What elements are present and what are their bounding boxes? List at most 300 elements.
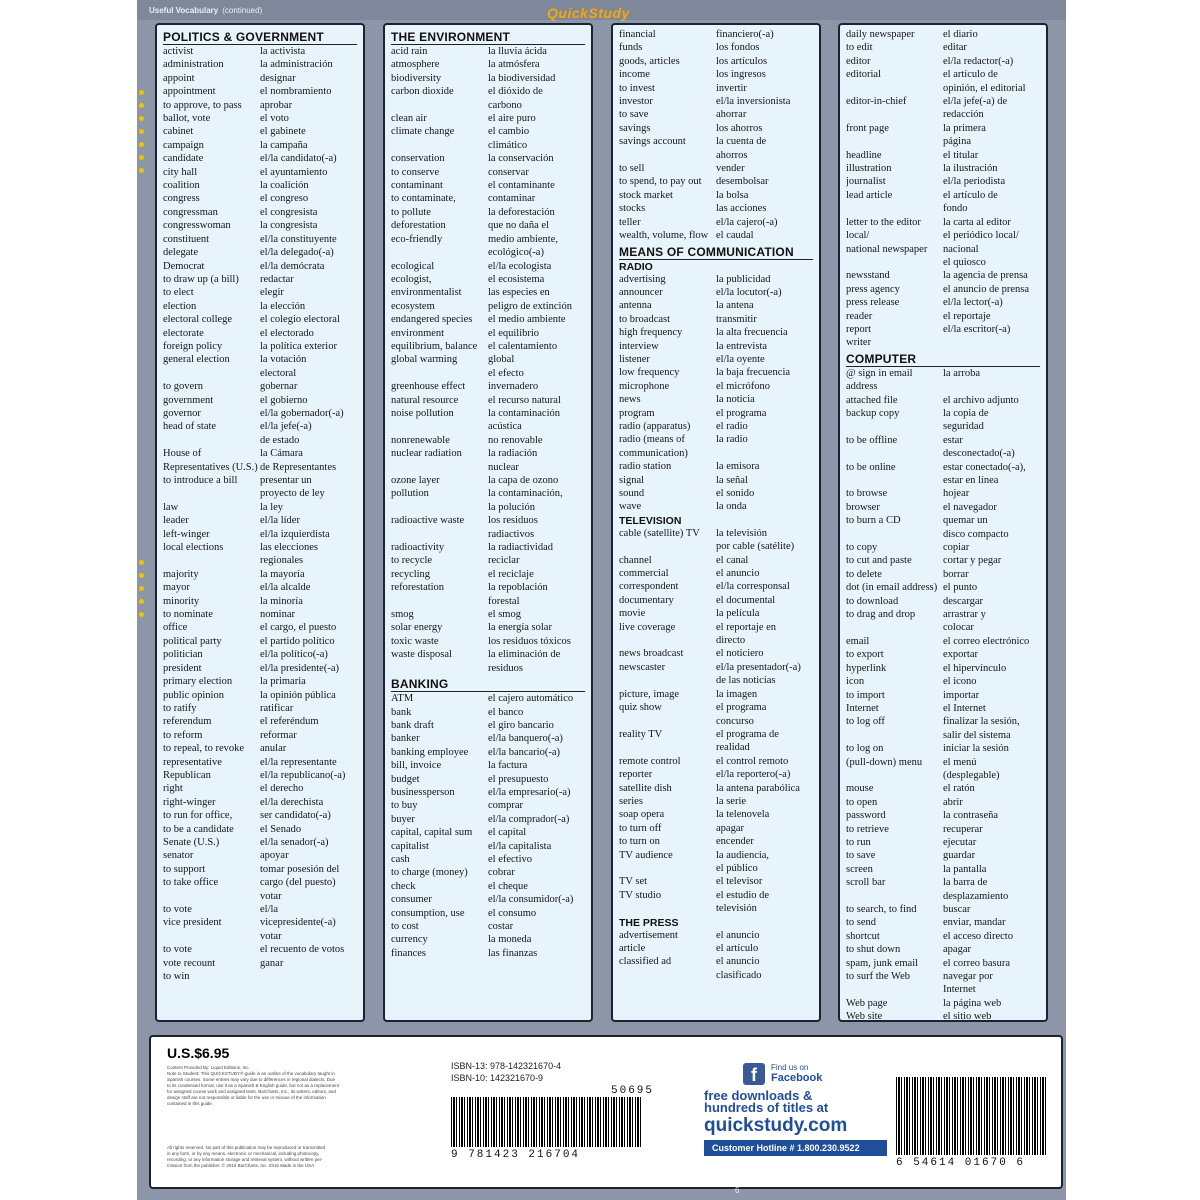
vocab-row	[163, 595, 357, 608]
spanish-term: la baja frecuencia	[716, 367, 791, 379]
english-term: channel	[619, 554, 652, 566]
english-term: political party	[163, 635, 222, 647]
spanish-term: que no daña el	[488, 220, 549, 232]
english-term: low frequency	[619, 367, 680, 379]
vocab-row	[619, 580, 813, 593]
vocab-row	[163, 166, 357, 179]
english-term: wealth, volume, flow	[619, 230, 709, 242]
english-term: to vote	[163, 944, 192, 956]
vocab-row	[846, 689, 1040, 702]
english-term: banking employee	[391, 746, 469, 758]
vocab-row	[846, 336, 1040, 349]
vocab-row	[846, 541, 1040, 554]
upc-barcode-number: 6 54614 01670 6	[896, 1157, 1026, 1169]
vocab-row	[846, 202, 1040, 215]
vocab-row	[391, 260, 585, 273]
spanish-term: el/la demócrata	[260, 260, 325, 272]
disclaimer-line: contained in this guide.	[167, 1101, 214, 1106]
english-term	[391, 461, 488, 474]
spanish-term: de las noticias	[716, 675, 776, 687]
spanish-term: aprobar	[260, 99, 293, 111]
english-term	[846, 528, 943, 541]
vocab-row	[619, 567, 813, 580]
vocab-row	[619, 955, 813, 968]
spanish-term: elegir	[260, 287, 284, 299]
english-term	[619, 715, 716, 728]
vocab-row	[163, 823, 357, 836]
vocab-row	[391, 219, 585, 232]
english-term: sound	[619, 488, 645, 499]
english-term: to search, to find	[846, 904, 917, 915]
vocab-row	[846, 55, 1040, 68]
spanish-term: estar conectado(-a),	[943, 461, 1026, 473]
english-term: consumer	[391, 894, 432, 906]
english-term: atmosphere	[391, 59, 440, 71]
vocab-row	[846, 957, 1040, 970]
spanish-term: la entrevista	[716, 340, 768, 352]
english-term: bank draft	[391, 719, 434, 731]
binding-holes	[139, 560, 145, 625]
english-term: hyperlink	[846, 662, 887, 674]
vocab-row	[619, 41, 813, 54]
english-term: radio (means of	[619, 434, 685, 446]
english-term: waste disposal	[391, 649, 452, 661]
vocab-row	[391, 434, 585, 447]
spanish-term: el reportaje	[943, 310, 991, 322]
spanish-term: el giro bancario	[488, 719, 554, 731]
spanish-term: el aire puro	[488, 113, 536, 125]
spanish-term: el/la presidente(-a)	[260, 662, 339, 674]
rights-line: mission from the publisher. © 2016 BarCharts, Inc. 0316 Made in the USA	[167, 1163, 315, 1168]
spanish-term: el calentamiento	[488, 340, 558, 352]
spanish-term: costar	[488, 921, 514, 932]
vocab-row	[163, 474, 357, 487]
english-term: primary election	[163, 676, 233, 688]
english-term: to support	[163, 863, 206, 875]
english-term: to invest	[619, 82, 655, 94]
spanish-term: reciclar	[488, 555, 520, 567]
vocab-row	[391, 313, 585, 326]
vocab-row	[163, 528, 357, 541]
english-term: to log on	[846, 743, 884, 755]
english-term: lead article	[846, 189, 893, 201]
vocab-row	[846, 283, 1040, 296]
vocab-row	[619, 135, 813, 148]
english-term	[846, 983, 943, 996]
english-term: correspondent	[619, 581, 679, 593]
english-term: listener	[619, 353, 650, 365]
spanish-term: radiactivos	[488, 528, 535, 540]
vocab-row	[846, 447, 1040, 460]
vocab-row	[391, 246, 585, 259]
spanish-term: el/la jefe(-a) de	[943, 96, 1008, 108]
spanish-term: el derecho	[260, 783, 304, 795]
vocab-row	[163, 407, 357, 420]
vocab-row	[391, 501, 585, 514]
disclaimer	[167, 1065, 417, 1107]
vocab-row	[619, 674, 813, 687]
spanish-term: el punto	[943, 582, 978, 594]
spanish-term: el cajero automático	[488, 693, 574, 705]
vocab-row	[391, 933, 585, 946]
english-term: general election	[163, 354, 230, 366]
spanish-term: abrir	[943, 796, 963, 808]
english-term: noise pollution	[391, 407, 454, 419]
english-term: editor	[846, 55, 871, 67]
spanish-term: el Internet	[943, 702, 986, 714]
english-term: @ sign in email	[846, 367, 913, 379]
spanish-term: el acceso directo	[943, 930, 1013, 942]
spanish-term: la audiencia,	[716, 849, 770, 861]
spanish-term: el/la alcalde	[260, 582, 311, 594]
vocab-row	[846, 41, 1040, 54]
upc-barcode	[896, 1077, 1046, 1155]
vocab-row	[163, 99, 357, 112]
section-heading: THE ENVIRONMENT	[391, 31, 585, 45]
spanish-term: el/la reportero(-a)	[716, 769, 791, 781]
vocab-row	[619, 433, 813, 446]
english-term: activist	[163, 46, 194, 57]
vocab-row	[163, 286, 357, 299]
spanish-term: el ratón	[943, 783, 975, 795]
vocab-row	[846, 662, 1040, 675]
isbn-barcode	[451, 1097, 641, 1147]
vocab-row	[846, 108, 1040, 121]
vocab-row	[391, 340, 585, 353]
footer-panel	[149, 1035, 1063, 1189]
spanish-term: el Senado	[260, 823, 302, 835]
spanish-term: el anuncio	[716, 929, 760, 941]
vocab-row	[391, 461, 585, 474]
spanish-term: la energía solar	[488, 622, 552, 634]
english-term: to run	[846, 836, 871, 848]
spanish-term: el/la político(-a)	[260, 649, 328, 661]
spanish-term: las acciones	[716, 203, 767, 215]
vocab-row	[391, 662, 585, 675]
vocab-row	[163, 380, 357, 393]
english-term: to draw up (a bill)	[163, 273, 239, 285]
spanish-term: la elección	[260, 300, 306, 312]
english-term: budget	[391, 773, 420, 785]
spanish-term: la agencia de prensa	[943, 270, 1028, 282]
spanish-term: el/la corresponsal	[716, 581, 790, 593]
english-term: to introduce a bill	[163, 475, 238, 486]
english-term: solar energy	[391, 622, 443, 634]
spanish-term: el presupuesto	[488, 773, 549, 785]
vocab-row	[619, 782, 813, 795]
spanish-term: el cambio	[488, 126, 530, 138]
vocab-row	[846, 501, 1040, 514]
vocab-row	[846, 28, 1040, 41]
spanish-term: los ingresos	[716, 69, 766, 81]
spanish-term: el/la periodista	[943, 176, 1006, 188]
spanish-term: la repoblación	[488, 582, 548, 594]
spanish-term: el menú	[943, 756, 977, 768]
spanish-term: ganar	[260, 957, 284, 969]
vocab-row	[391, 206, 585, 219]
english-term: vote recount	[163, 957, 216, 969]
spanish-term: la telenovela	[716, 809, 770, 821]
website-link[interactable]: quickstudy.com	[704, 1115, 848, 1136]
spanish-term: financiero(-a)	[716, 29, 774, 40]
facebook-caption: Find us on	[771, 1063, 809, 1072]
spanish-term: el medio ambiente	[488, 314, 566, 326]
vocab-row	[391, 514, 585, 527]
vocab-row	[846, 68, 1040, 81]
spanish-term: la bolsa	[716, 189, 749, 201]
english-term	[846, 202, 943, 215]
english-term: cabinet	[163, 126, 194, 138]
vocab-row	[619, 594, 813, 607]
vocab-row	[846, 943, 1040, 956]
english-term: congress	[163, 193, 200, 205]
spanish-term: la eliminación de	[488, 649, 561, 661]
vocab-row	[846, 323, 1040, 336]
vocab-row	[619, 407, 813, 420]
vocab-row	[619, 380, 813, 393]
vocab-row	[619, 162, 813, 175]
vocab-row	[163, 434, 357, 447]
english-term	[391, 528, 488, 541]
spanish-term: el/la constituyente	[260, 233, 337, 245]
vocab-row	[163, 648, 357, 661]
english-term: to pollute	[391, 206, 431, 218]
english-term	[619, 149, 716, 162]
vocab-row	[846, 82, 1040, 95]
column-4	[838, 23, 1048, 1022]
english-term	[846, 82, 943, 95]
spanish-term: disco compacto	[943, 528, 1009, 540]
english-term	[163, 434, 260, 447]
isbn-10: ISBN-10: 142321670-9	[451, 1073, 544, 1083]
spanish-term: la ley	[260, 501, 284, 513]
vocab-row	[619, 393, 813, 406]
english-term: daily newspaper	[846, 29, 915, 40]
vocab-row	[846, 876, 1040, 889]
spanish-term: el efectivo	[488, 853, 533, 865]
vocab-row	[846, 997, 1040, 1010]
vocab-row	[846, 135, 1040, 148]
spanish-term: de estado	[260, 434, 300, 446]
english-term: ATM	[391, 693, 414, 705]
vocab-row	[846, 621, 1040, 634]
english-term: to open	[846, 796, 878, 808]
section-heading: COMPUTER	[846, 353, 1040, 367]
spanish-term: el/la líder	[260, 515, 300, 527]
vocab-row	[846, 487, 1040, 500]
spanish-term: el cargo, el puesto	[260, 622, 337, 634]
spanish-term: el anuncio	[716, 956, 760, 968]
facebook-label[interactable]: Facebook	[771, 1072, 823, 1084]
english-term: documentary	[619, 594, 674, 606]
vocab-row	[391, 621, 585, 634]
english-term: quiz show	[619, 702, 662, 714]
rights-line: recording, or any information storage and retrieval system, without written per-	[167, 1157, 323, 1162]
vocab-row	[391, 152, 585, 165]
page-number: 6	[735, 1186, 740, 1195]
spanish-term: el electorado	[260, 327, 314, 339]
spanish-term: la primera	[943, 122, 986, 134]
english-term: Representatives (U.S.)	[163, 461, 258, 473]
vocab-row	[846, 836, 1040, 849]
vocab-row	[163, 890, 357, 903]
spanish-term: el reportaje en	[716, 621, 777, 633]
english-term: delegate	[163, 247, 198, 259]
spanish-term: el anuncio	[716, 568, 760, 580]
english-term: to send	[846, 917, 877, 929]
vocab-row	[619, 366, 813, 379]
facebook-icon[interactable]: f	[743, 1063, 765, 1085]
english-term: to recycle	[391, 555, 433, 567]
vocab-row	[163, 72, 357, 85]
vocab-row	[846, 149, 1040, 162]
vocab-row	[619, 835, 813, 848]
spanish-term: el gabinete	[260, 126, 306, 138]
vocab-row	[391, 746, 585, 759]
vocab-row	[391, 893, 585, 906]
spanish-term: el correo electrónico	[943, 635, 1030, 647]
spanish-term: editar	[943, 42, 967, 54]
vocab-row	[619, 755, 813, 768]
english-term: teller	[619, 216, 641, 228]
english-term: to cut and paste	[846, 555, 912, 567]
english-term: electoral college	[163, 314, 233, 326]
spanish-term: desplazamiento	[943, 890, 1009, 902]
english-term: politician	[163, 649, 203, 661]
spanish-term: nacional	[943, 243, 979, 255]
vocab-row	[163, 581, 357, 594]
spanish-term: la emisora	[716, 461, 760, 473]
spanish-term: los artículos	[716, 55, 768, 67]
spanish-term: la barra de	[943, 877, 988, 889]
spanish-term: vicepresidente(-a)	[260, 917, 336, 929]
vocab-row	[391, 99, 585, 112]
english-term: eco-friendly	[391, 233, 443, 245]
english-term: to download	[846, 595, 899, 607]
english-term: to delete	[846, 568, 882, 580]
spanish-term: estar	[943, 434, 963, 446]
vocab-row	[163, 179, 357, 192]
english-term: backup copy	[846, 407, 900, 419]
spanish-term: el/la bancario(-a)	[488, 746, 560, 758]
english-term: right	[163, 783, 183, 795]
spanish-term: directo	[716, 635, 746, 647]
spanish-term: navegar por	[943, 971, 993, 983]
spanish-term: la biodiversidad	[488, 72, 556, 84]
spanish-term: los residuos tóxicos	[488, 635, 571, 647]
section-subheading: RADIO	[619, 260, 653, 273]
spanish-term: el banco	[488, 706, 524, 718]
english-term: to log off	[846, 716, 885, 728]
vocab-row	[846, 930, 1040, 943]
english-term	[846, 447, 943, 460]
disclaimer-line: Spanish courses. Some entries may vary due to differences in regional dialects. Due	[167, 1077, 336, 1082]
english-term: radioactive waste	[391, 515, 465, 527]
english-term: password	[846, 810, 886, 822]
spanish-term: el televisor	[716, 876, 763, 888]
spanish-term: nominar	[260, 609, 295, 621]
spanish-term: designar	[260, 72, 296, 84]
english-term: Republican	[163, 769, 211, 781]
spanish-term: desembolsar	[716, 176, 769, 188]
english-term: to turn off	[619, 822, 662, 834]
english-term	[619, 902, 716, 915]
vocab-row	[163, 943, 357, 956]
english-term: right-winger	[163, 796, 216, 808]
english-term: ballot, vote	[163, 113, 211, 125]
vocab-row	[619, 229, 813, 242]
vocab-row	[163, 58, 357, 71]
isbn-barcode-number: 9 781423 216704	[451, 1149, 581, 1161]
english-term: coalition	[163, 180, 200, 192]
spanish-term: residuos	[488, 662, 523, 674]
spanish-term: ratificar	[260, 702, 294, 714]
spanish-term: realidad	[716, 742, 750, 754]
english-term: candidate	[163, 153, 204, 165]
english-term: cable (satellite) TV	[619, 527, 700, 539]
spanish-term: la moneda	[488, 934, 532, 946]
english-term: email	[846, 635, 870, 647]
english-term: reality TV	[619, 728, 663, 740]
vocab-row	[163, 903, 357, 916]
spanish-term: el navegador	[943, 501, 997, 513]
vocab-row	[619, 808, 813, 821]
english-term: newsstand	[846, 270, 890, 282]
vocab-row	[391, 353, 585, 366]
english-term: stocks	[619, 203, 646, 215]
spanish-term	[260, 970, 357, 983]
vocab-row	[846, 367, 1040, 380]
english-term: appoint	[163, 72, 195, 84]
english-term: to govern	[163, 381, 203, 393]
vocab-row	[846, 514, 1040, 527]
english-term	[391, 367, 488, 380]
english-term: microphone	[619, 380, 670, 392]
spanish-term: el documental	[716, 594, 776, 606]
spanish-term: proyecto de ley	[260, 488, 325, 500]
english-term	[846, 729, 943, 742]
spanish-term: el/la oyente	[716, 353, 765, 365]
vocab-row	[846, 608, 1040, 621]
spanish-term: el capital	[488, 827, 527, 839]
english-term: to nominate	[163, 609, 213, 621]
english-term: editor-in-chief	[846, 96, 907, 108]
english-term: appointment	[163, 86, 216, 98]
spanish-term: el/la redactor(-a)	[943, 55, 1014, 67]
english-term: report	[846, 323, 872, 335]
spanish-term: gobernar	[260, 381, 298, 393]
spanish-term: la coalición	[260, 180, 309, 192]
vocab-row	[391, 692, 585, 705]
english-term: press agency	[846, 283, 900, 295]
english-term: consumption, use	[391, 907, 465, 919]
vocab-row	[163, 487, 357, 500]
vocab-row	[619, 621, 813, 634]
english-term: TV audience	[619, 849, 673, 861]
spanish-term: la capa de ozono	[488, 475, 559, 486]
vocab-row	[163, 635, 357, 648]
vocab-row	[619, 82, 813, 95]
english-term: check	[391, 880, 416, 892]
vocab-row	[163, 45, 357, 58]
vocab-row	[391, 72, 585, 85]
spanish-term: el noticiero	[716, 648, 764, 660]
english-term: to approve, to pass	[163, 99, 242, 111]
spanish-term: el/la escritor(-a)	[943, 323, 1011, 335]
spanish-term: votar	[260, 890, 282, 902]
spanish-term: acústica	[488, 421, 522, 433]
spanish-term	[943, 380, 1040, 393]
